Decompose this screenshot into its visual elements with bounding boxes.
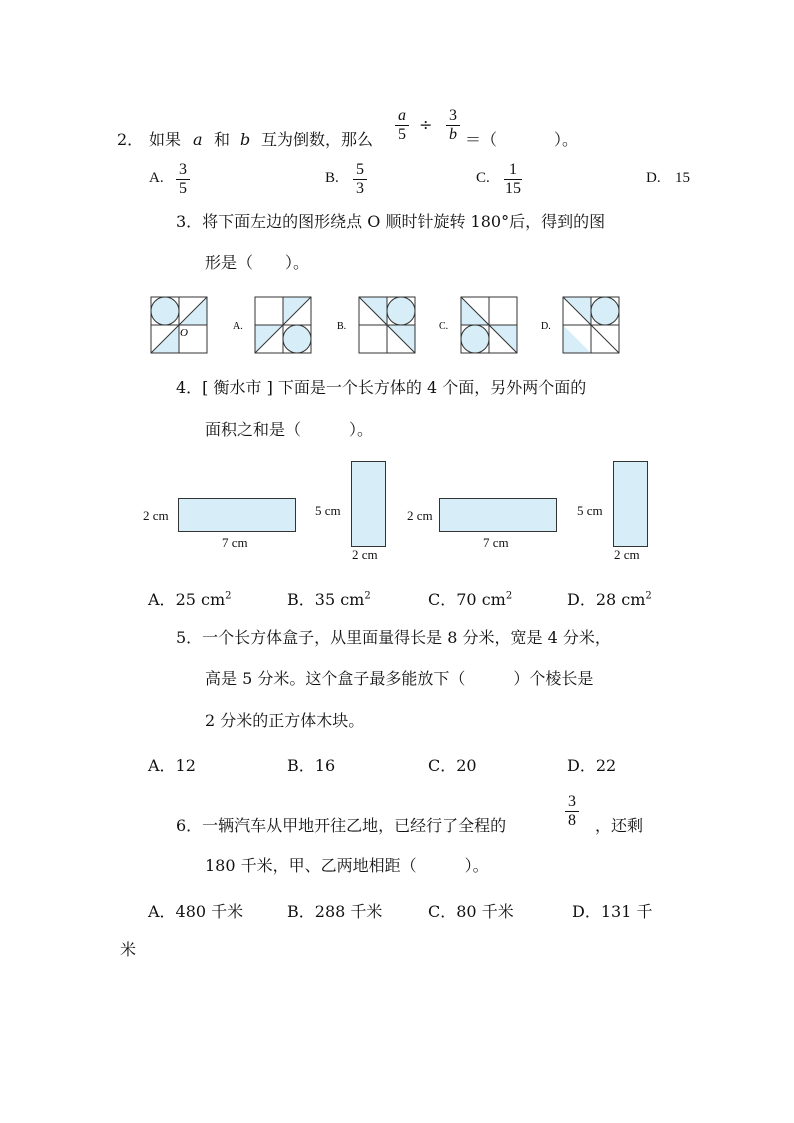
q2-text-before: 如果 bbox=[149, 130, 182, 149]
q3-original-figure bbox=[151, 297, 207, 353]
q6-line-1-end: ，还剩 bbox=[595, 816, 644, 835]
face-rectangle bbox=[613, 461, 648, 547]
q2-option-a-fraction bbox=[176, 162, 190, 197]
q6-option-a: A．480 千米 bbox=[148, 902, 244, 921]
face-height-label: 5 cm bbox=[577, 503, 603, 518]
option-value: 35 cm bbox=[314, 590, 365, 609]
face-width-label: 2 cm bbox=[614, 547, 640, 562]
q2-option-d-value: 15 bbox=[675, 170, 690, 186]
face-height-label: 2 cm bbox=[143, 508, 169, 523]
q3-option-c-label: C. bbox=[439, 321, 449, 332]
face-width-label: 2 cm bbox=[352, 547, 378, 562]
q3-option-d-label: D. bbox=[541, 321, 551, 332]
q5-option-d: D．22 bbox=[567, 756, 617, 775]
circle-shape bbox=[461, 325, 489, 353]
q6-line-2: 180 千米，甲、乙两地相距（ ）。 bbox=[205, 856, 489, 875]
q4-option-a bbox=[148, 587, 232, 610]
face-height-label: 2 cm bbox=[407, 508, 433, 523]
numerator: 1 bbox=[509, 161, 517, 178]
superscript: 2 bbox=[505, 590, 513, 602]
denominator: 3 bbox=[356, 180, 364, 197]
superscript: 2 bbox=[645, 590, 652, 602]
q2-option-c-label: C. bbox=[476, 170, 490, 186]
q5-option-c: C．20 bbox=[428, 756, 477, 775]
superscript: 2 bbox=[225, 590, 232, 602]
q2-option-a-label: A. bbox=[149, 170, 164, 186]
q2-div-sign: ÷ bbox=[419, 115, 433, 134]
numerator: 5 bbox=[356, 161, 364, 178]
q2-expr-a: a bbox=[398, 107, 406, 124]
face-width-label: 7 cm bbox=[483, 535, 509, 550]
q3-option-d-figure bbox=[563, 297, 619, 353]
q2-equals: ＝（ bbox=[465, 130, 498, 149]
numerator: 3 bbox=[568, 793, 576, 810]
q2-expr-5: 5 bbox=[398, 126, 406, 143]
q3-line-1: 3．将下面左边的图形绕点 O 顺时针旋转 180°后，得到的图 bbox=[176, 212, 606, 231]
q3-option-b-label: B. bbox=[337, 321, 347, 332]
q6-option-c: C．80 千米 bbox=[428, 902, 514, 921]
superscript: 2 bbox=[364, 590, 371, 602]
shaded-triangle bbox=[563, 325, 591, 353]
face-rectangle bbox=[178, 498, 296, 532]
q6-option-d: D．131 千 bbox=[572, 902, 653, 921]
option-label: C． bbox=[428, 590, 457, 609]
q5-line-2: 高是 5 分米。这个盒子最多能放下（ ）个棱长是 bbox=[205, 669, 594, 688]
q6-option-b: B．288 千米 bbox=[287, 902, 383, 921]
q2-var-a: a bbox=[193, 130, 203, 149]
q3-option-b-figure bbox=[359, 297, 415, 353]
denominator: 8 bbox=[568, 812, 576, 829]
face-rectangle bbox=[439, 498, 557, 532]
q4-option-b bbox=[287, 587, 371, 610]
q2-expr-b: b bbox=[449, 126, 457, 143]
q2-option-c-fraction bbox=[504, 162, 522, 197]
circle-shape bbox=[283, 325, 311, 353]
q2-var-b: b bbox=[240, 130, 251, 149]
q6-line-1: 6．一辆汽车从甲地开往乙地，已经行了全程的 bbox=[176, 816, 507, 835]
q2-text-and: 和 bbox=[214, 130, 231, 149]
q5-line-1: 5．一个长方体盒子，从里面量得长是 8 分米，宽是 4 分米， bbox=[176, 628, 611, 647]
numerator: 3 bbox=[179, 161, 187, 178]
option-value: 25 cm bbox=[175, 590, 226, 609]
q5-line-3: 2 分米的正方体木块。 bbox=[205, 711, 365, 730]
option-label: D． bbox=[567, 590, 596, 609]
q3-line-2: 形是（ ）。 bbox=[205, 253, 310, 272]
q4-option-d bbox=[567, 587, 652, 610]
option-label: B． bbox=[287, 590, 315, 609]
q5-option-a: A．12 bbox=[148, 756, 196, 775]
q5-option-b: B．16 bbox=[287, 756, 336, 775]
q2-number: 2． bbox=[117, 130, 144, 149]
option-value: 28 cm bbox=[595, 590, 646, 609]
denominator: 5 bbox=[179, 180, 187, 197]
face-width-label: 7 cm bbox=[222, 535, 248, 550]
q2-expr-frac-a-5 bbox=[395, 108, 409, 143]
face-height-label: 5 cm bbox=[315, 503, 341, 518]
option-value: 70 cm bbox=[456, 590, 506, 609]
q3-option-c-figure bbox=[461, 297, 517, 353]
q2-option-b-label: B. bbox=[325, 170, 339, 186]
point-o-label: O bbox=[180, 327, 188, 339]
face-rectangle bbox=[351, 461, 386, 547]
q3-option-a-label: A. bbox=[233, 321, 243, 332]
circle-shape bbox=[387, 297, 415, 325]
q2-close: ）。 bbox=[554, 130, 579, 149]
q4-option-c bbox=[428, 587, 512, 610]
q2-option-b-fraction bbox=[353, 162, 367, 197]
q4-line-2: 面积之和是（ ）。 bbox=[205, 420, 374, 439]
q6-option-d-wrap: 米 bbox=[120, 940, 137, 959]
option-label: A． bbox=[148, 590, 176, 609]
q3-rotation-figures bbox=[145, 290, 625, 360]
denominator: 15 bbox=[505, 180, 521, 197]
q2-expr-frac-3-b bbox=[446, 108, 460, 143]
q2-expr-3: 3 bbox=[449, 107, 457, 124]
q6-fraction bbox=[565, 794, 579, 829]
circle-shape bbox=[151, 297, 179, 325]
q2-text-after: 互为倒数，那么 bbox=[261, 130, 374, 149]
q4-line-1: 4．[ 衡水市 ] 下面是一个长方体的 4 个面，另外两个面的 bbox=[176, 378, 587, 397]
q3-option-a-figure bbox=[255, 297, 311, 353]
circle-shape bbox=[591, 297, 619, 325]
q2-option-d-label: D. bbox=[646, 170, 661, 186]
